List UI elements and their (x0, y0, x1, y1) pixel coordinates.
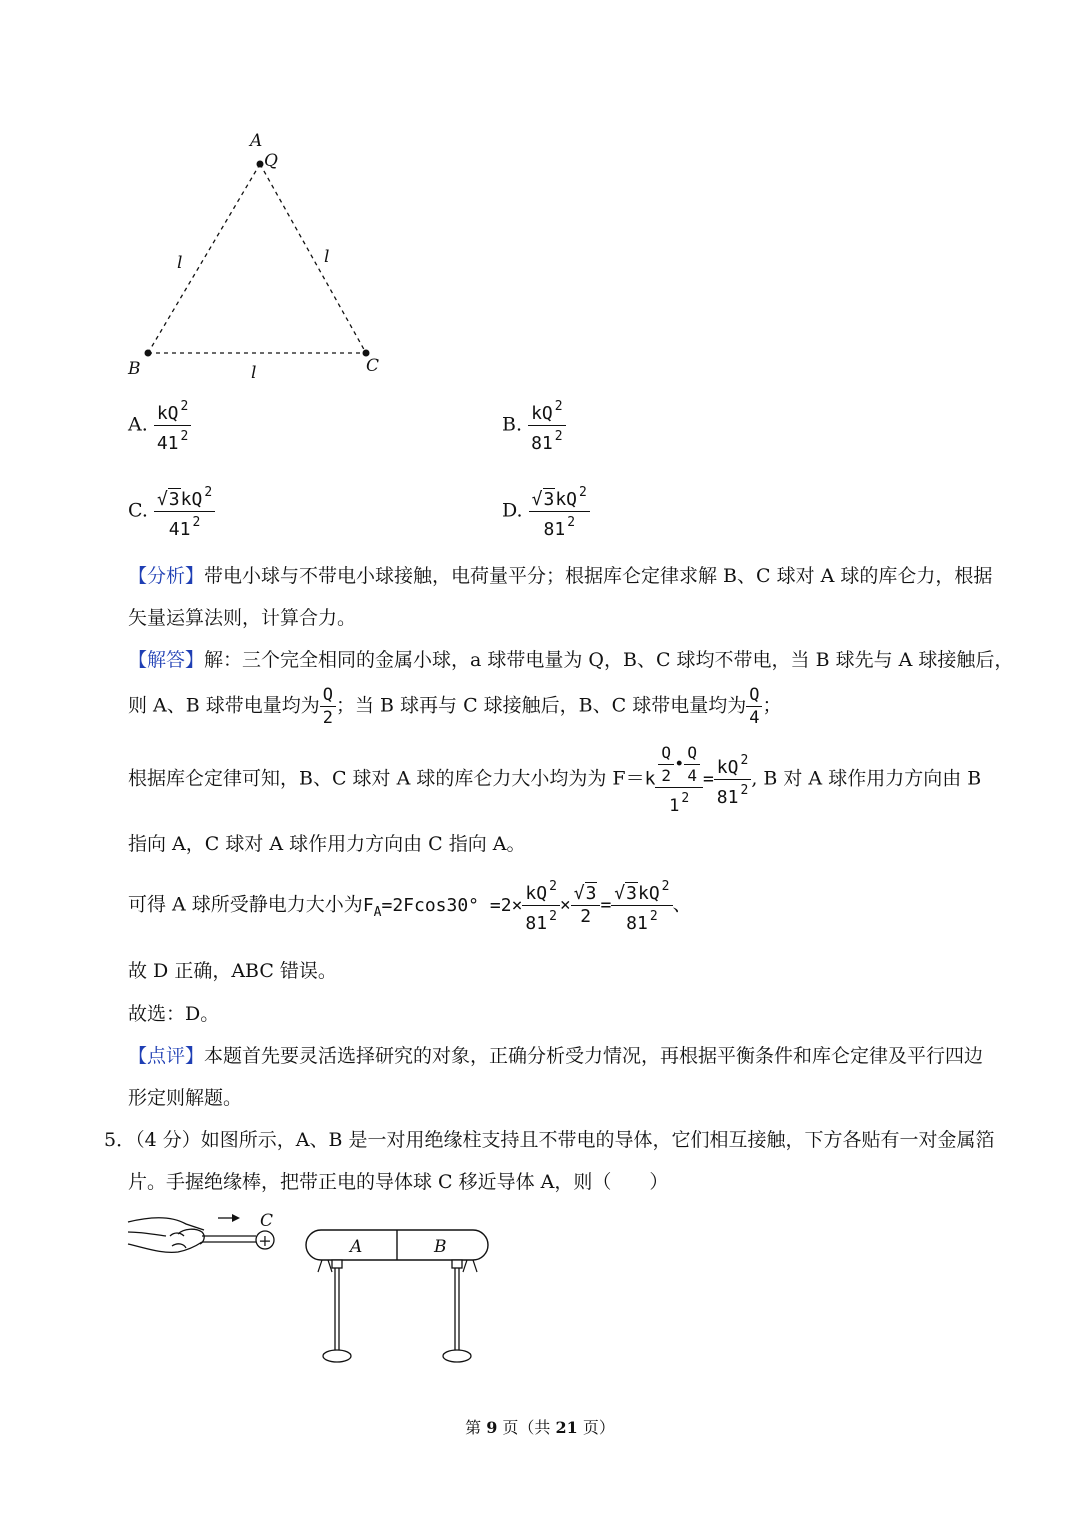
page-number: 9 (486, 1418, 498, 1437)
label-b2: B (434, 1237, 447, 1257)
option-c[interactable]: C. $\frac{√3kQ ^2}{41 ^2}$ (128, 482, 215, 541)
option-d[interactable]: D. $\frac{√3kQ ^2}{81 ^2}$ (502, 482, 590, 541)
net-force-result: $\frac{√3kQ ^2}{81 ^2}$ (611, 876, 672, 935)
support-b (443, 1260, 471, 1362)
comment-line-2: 形定则解题。 (128, 1087, 243, 1109)
label-l-left: l (177, 253, 183, 273)
label-c: C (366, 356, 380, 376)
coulomb-fraction: $\frac{Q}{2}$ • $\frac{Q}{4}$ 1 $^2$ (655, 742, 703, 817)
side-ac (260, 164, 366, 353)
label-l-bottom: l (251, 363, 257, 383)
analysis-tag: 【分析】 (128, 565, 205, 587)
option-b[interactable]: B. $\frac{kQ ^2}{81 ^2}$ (502, 396, 566, 455)
result-fraction: $\frac{kQ ^2}{81 ^2}$ (714, 750, 752, 809)
foil-a (318, 1260, 332, 1272)
solution-line-1: 【解答】解：三个完全相同的金属小球，a 球带电量为 Q，B、C 球均不带电，当 B 球先与 A 球接触后， (128, 649, 1014, 671)
support-a (323, 1260, 351, 1362)
solution-line-3: 根据库仑定律可知，B、C 球对 A 球的库仑力大小均为为 F＝k $\frac{Q}{2}$ • $\frac{Q}{4}$ 1 $^2$ = $\frac{kQ ^2}{81 ^2}$ , B 对 A 球作用力方向由 B (128, 743, 982, 816)
analysis-line-2: 矢量运算法则，计算合力。 (128, 607, 357, 629)
point-a (257, 161, 264, 168)
hand-icon (128, 1218, 204, 1253)
solution-line-2: 则 A、B 球带电量均为 $\frac{Q}{2}$ ；当 B 球再与 C 球接触后，B、C 球带电量均为 $\frac{Q}{4}$ ； (128, 685, 782, 728)
label-l-right: l (324, 247, 330, 267)
foil-b (463, 1260, 477, 1272)
conductor-figure (122, 1206, 502, 1376)
total-pages: 21 (555, 1418, 578, 1437)
option-a[interactable]: A. $\frac{kQ ^2}{41 ^2}$ (128, 396, 191, 455)
analysis-line-1: 【分析】带电小球与不带电小球接触，电荷量平分；根据库仑定律求解 B、C 球对 A 球的库仑力，根据 (128, 565, 993, 587)
label-a: A (250, 131, 263, 151)
question-5-line-1: 5．（4 分）如图所示，A、B 是一对用绝缘柱支持且不带电的导体，它们相互接触，下方各贴有一对金属箔 (104, 1129, 995, 1151)
page-footer: 第 9 页（共 21 页） (465, 1418, 615, 1437)
solution-line-5: 可得 A 球所受静电力大小为$F_A=2Fcos30^\circ =2\times$ $\frac{kQ ^2}{81 ^2}$ × $\frac{√3}{2}$ = $\frac{√3kQ ^2}{81 ^2}$ 、 (128, 876, 692, 935)
comment-line-1: 【点评】本题首先要灵活选择研究的对象，正确分析受力情况，再根据平衡条件和库仑定律及平行四边 (128, 1045, 984, 1067)
label-c2: C (260, 1211, 274, 1231)
label-q: Q (264, 151, 278, 171)
plus-sign: + (258, 1231, 272, 1250)
side-ab (148, 164, 260, 353)
triangle-figure (120, 120, 400, 390)
option-c-formula: $\frac{√3kQ ^2}{41 ^2}$ (154, 482, 215, 541)
comment-tag: 【点评】 (128, 1045, 205, 1067)
net-force-fraction-1: $\frac{kQ ^2}{81 ^2}$ (522, 876, 560, 935)
sqrt3-over-2: $\frac{√3}{2}$ (571, 883, 601, 928)
solution-line-6: 故 D 正确，ABC 错误。 (128, 960, 337, 982)
solution-line-4: 指向 A，C 球对 A 球作用力方向由 C 指向 A。 (128, 833, 526, 855)
question-5-line-2: 片。手握绝缘棒，把带正电的导体球 C 移近导体 A，则（ ） (128, 1171, 669, 1193)
option-a-formula: $\frac{kQ ^2}{41 ^2}$ (154, 396, 192, 455)
option-b-formula: $\frac{kQ ^2}{81 ^2}$ (528, 396, 566, 455)
solution-tag: 【解答】 (128, 649, 205, 671)
solution-line-7: 故选：D。 (128, 1003, 220, 1025)
point-b (145, 350, 152, 357)
label-b: B (128, 359, 141, 379)
half-fraction: $\frac{Q}{2}$ (320, 684, 336, 729)
label-a2: A (350, 1237, 363, 1257)
quarter-fraction: $\frac{Q}{4}$ (746, 684, 762, 729)
option-d-formula: $\frac{√3kQ ^2}{81 ^2}$ (529, 482, 590, 541)
